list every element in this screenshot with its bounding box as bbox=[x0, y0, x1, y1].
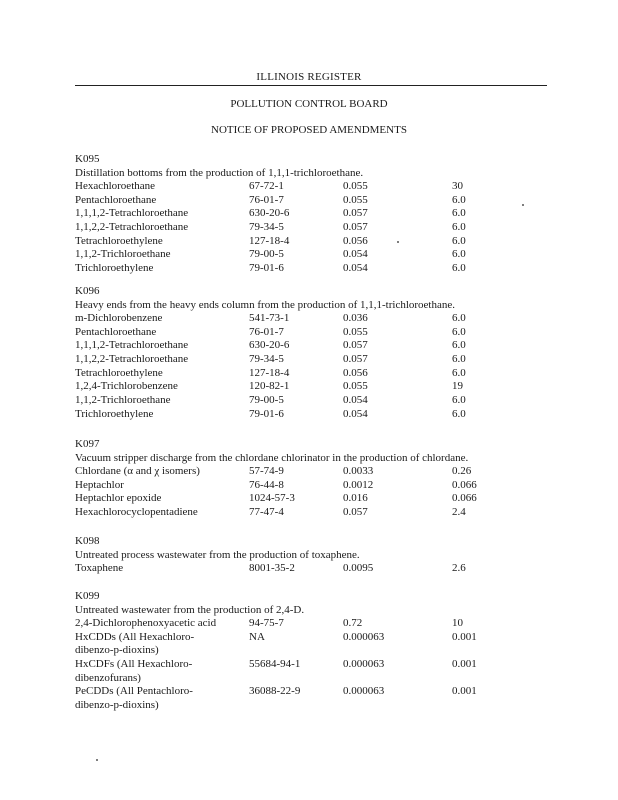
wastewater-value: 0.016 bbox=[343, 492, 368, 505]
nonwastewater-value: 6.0 bbox=[452, 262, 466, 275]
constituent-name: dibenzo-p-dioxins) bbox=[75, 644, 159, 657]
nonwastewater-value: 2.6 bbox=[452, 562, 466, 574]
wastewater-value: 0.000063 bbox=[343, 630, 385, 643]
nonwastewater-value: 6.0 bbox=[452, 234, 466, 247]
table-row bbox=[75, 194, 575, 208]
cas-number: 55684-94-1 bbox=[249, 658, 301, 671]
wastewater-value: 0.055 bbox=[343, 193, 368, 206]
cas-number: 57-74-9 bbox=[249, 465, 284, 477]
cas-number: 36088-22-9 bbox=[249, 685, 301, 698]
cas-number: 76-44-8 bbox=[249, 478, 284, 491]
wastewater-value: 0.057 bbox=[343, 221, 368, 234]
constituent-name: dibenzo-p-dioxins) bbox=[75, 699, 159, 712]
wastewater-value: 0.055 bbox=[343, 180, 368, 192]
nonwastewater-value: 6.0 bbox=[452, 407, 466, 420]
wastewater-value: 0.055 bbox=[343, 380, 368, 393]
scan-speck bbox=[397, 241, 399, 243]
waste-section-k095 bbox=[75, 152, 575, 276]
wastewater-value: 0.0033 bbox=[343, 465, 374, 477]
table-row bbox=[75, 248, 575, 262]
table-row bbox=[75, 394, 575, 408]
nonwastewater-value: 6.0 bbox=[452, 207, 466, 220]
constituent-name: 1,1,1,2-Tetrachloroethane bbox=[75, 207, 189, 220]
wastewater-value: 0.0012 bbox=[343, 478, 374, 491]
notice-title: NOTICE OF PROPOSED AMENDMENTS bbox=[211, 124, 407, 136]
cas-number: 79-34-5 bbox=[249, 353, 284, 366]
waste-code: K099 bbox=[75, 590, 100, 602]
constituent-name: Heptachlor epoxide bbox=[75, 492, 162, 505]
constituent-name: 2,4-Dichlorophenoxyacetic acid bbox=[75, 617, 217, 629]
table-row bbox=[75, 685, 575, 699]
constituent-name: 1,1,2-Trichloroethane bbox=[75, 394, 171, 407]
waste-description: Distillation bottoms from the production of 1,1,1-trichloroethane. bbox=[75, 167, 364, 179]
cas-number: 76-01-7 bbox=[249, 193, 284, 206]
wastewater-value: 0.057 bbox=[343, 506, 368, 519]
constituent-name: m-Dichlorobenzene bbox=[75, 312, 163, 324]
table-row bbox=[75, 562, 575, 576]
waste-code: K097 bbox=[75, 438, 100, 450]
constituent-name: Heptachlor bbox=[75, 478, 124, 491]
table-row bbox=[75, 408, 575, 422]
cas-number: NA bbox=[249, 630, 265, 643]
table-row bbox=[75, 631, 575, 645]
nonwastewater-value: 6.0 bbox=[452, 248, 466, 261]
nonwastewater-value: 6.0 bbox=[452, 312, 466, 324]
cas-number: 79-01-6 bbox=[249, 262, 284, 275]
table-row bbox=[75, 235, 575, 249]
table-row bbox=[75, 617, 575, 631]
cas-number: 127-18-4 bbox=[249, 234, 290, 247]
constituent-name: Hexachlorocyclopentadiene bbox=[75, 506, 198, 519]
wastewater-value: 0.057 bbox=[343, 207, 368, 220]
constituent-name: 1,2,4-Trichlorobenzene bbox=[75, 380, 178, 393]
waste-code: K098 bbox=[75, 535, 100, 547]
table-row bbox=[75, 380, 575, 394]
nonwastewater-value: 10 bbox=[452, 617, 463, 629]
waste-code: K095 bbox=[75, 153, 100, 165]
header-rule bbox=[75, 85, 547, 86]
table-row bbox=[75, 506, 575, 520]
cas-number: 79-34-5 bbox=[249, 221, 284, 234]
constituent-name: HxCDDs (All Hexachloro- bbox=[75, 630, 195, 643]
nonwastewater-value: 30 bbox=[452, 180, 463, 192]
cas-number: 127-18-4 bbox=[249, 366, 290, 379]
table-row bbox=[75, 326, 575, 340]
cas-number: 67-72-1 bbox=[249, 180, 284, 192]
constituent-name: Tetrachloroethylene bbox=[75, 366, 163, 379]
cas-number: 541-73-1 bbox=[249, 312, 290, 324]
waste-section-k099 bbox=[75, 589, 575, 713]
constituent-name: 1,1,2,2-Tetrachloroethane bbox=[75, 221, 189, 234]
table-row bbox=[75, 312, 575, 326]
waste-description: Untreated wastewater from the production of 2,4-D. bbox=[75, 604, 305, 616]
nonwastewater-value: 6.0 bbox=[452, 353, 466, 366]
cas-number: 1024-57-3 bbox=[249, 492, 295, 505]
register-title: ILLINOIS REGISTER bbox=[256, 71, 362, 83]
cas-number: 8001-35-2 bbox=[249, 562, 295, 574]
wastewater-value: 0.036 bbox=[343, 312, 368, 324]
constituent-name: Pentachloroethane bbox=[75, 193, 157, 206]
nonwastewater-value: 0.066 bbox=[452, 492, 477, 505]
table-row bbox=[75, 672, 575, 686]
nonwastewater-value: 0.001 bbox=[452, 685, 477, 698]
table-row bbox=[75, 367, 575, 381]
wastewater-value: 0.054 bbox=[343, 407, 368, 420]
waste-description: Heavy ends from the heavy ends column from the production of 1,1,1-trichloroethane. bbox=[75, 299, 455, 311]
nonwastewater-value: 6.0 bbox=[452, 193, 466, 206]
constituent-name: Trichloroethylene bbox=[75, 262, 154, 275]
constituent-name: Hexachloroethane bbox=[75, 180, 156, 192]
nonwastewater-value: 6.0 bbox=[452, 394, 466, 407]
waste-section-k098 bbox=[75, 534, 575, 576]
waste-section-k096 bbox=[75, 284, 575, 422]
nonwastewater-value: 6.0 bbox=[452, 221, 466, 234]
table-row bbox=[75, 465, 575, 479]
wastewater-value: 0.056 bbox=[343, 234, 368, 247]
nonwastewater-value: 6.0 bbox=[452, 325, 466, 338]
table-row bbox=[75, 207, 575, 221]
nonwastewater-value: 6.0 bbox=[452, 339, 466, 352]
cas-number: 76-01-7 bbox=[249, 325, 284, 338]
cas-number: 94-75-7 bbox=[249, 617, 284, 629]
table-row bbox=[75, 658, 575, 672]
wastewater-value: 0.054 bbox=[343, 248, 368, 261]
table-row bbox=[75, 492, 575, 506]
constituent-name: PeCDDs (All Pentachloro- bbox=[75, 685, 193, 698]
table-row bbox=[75, 353, 575, 367]
constituent-name: Pentachloroethane bbox=[75, 325, 157, 338]
table-row bbox=[75, 479, 575, 493]
cas-number: 120-82-1 bbox=[249, 380, 290, 393]
wastewater-value: 0.000063 bbox=[343, 658, 385, 671]
wastewater-value: 0.72 bbox=[343, 617, 363, 629]
constituent-name: 1,1,2,2-Tetrachloroethane bbox=[75, 353, 189, 366]
table-row bbox=[75, 644, 575, 658]
nonwastewater-value: 0.001 bbox=[452, 658, 477, 671]
constituent-name: 1,1,1,2-Tetrachloroethane bbox=[75, 339, 189, 352]
wastewater-value: 0.0095 bbox=[343, 562, 374, 574]
constituent-name: HxCDFs (All Hexachloro- bbox=[75, 658, 193, 671]
nonwastewater-value: 0.26 bbox=[452, 465, 472, 477]
board-title: POLLUTION CONTROL BOARD bbox=[230, 98, 388, 110]
scan-speck bbox=[96, 759, 98, 761]
wastewater-value: 0.056 bbox=[343, 366, 368, 379]
table-row bbox=[75, 221, 575, 235]
table-row bbox=[75, 339, 575, 353]
nonwastewater-value: 0.001 bbox=[452, 630, 477, 643]
wastewater-value: 0.000063 bbox=[343, 685, 385, 698]
constituent-name: Tetrachloroethylene bbox=[75, 234, 163, 247]
nonwastewater-value: 0.066 bbox=[452, 478, 477, 491]
cas-number: 630-20-6 bbox=[249, 339, 290, 352]
constituent-name: dibenzofurans) bbox=[75, 671, 141, 684]
constituent-name: Chlordane (α and χ isomers) bbox=[75, 465, 200, 477]
scan-speck bbox=[522, 204, 524, 206]
wastewater-value: 0.054 bbox=[343, 394, 368, 407]
wastewater-value: 0.054 bbox=[343, 262, 368, 275]
table-row bbox=[75, 262, 575, 276]
waste-section-k097 bbox=[75, 437, 575, 520]
cas-number: 630-20-6 bbox=[249, 207, 290, 220]
nonwastewater-value: 2.4 bbox=[452, 506, 466, 519]
waste-code: K096 bbox=[75, 285, 100, 297]
table-row bbox=[75, 699, 575, 713]
nonwastewater-value: 19 bbox=[452, 380, 463, 393]
wastewater-value: 0.057 bbox=[343, 353, 368, 366]
cas-number: 79-00-5 bbox=[249, 394, 284, 407]
constituent-name: Trichloroethylene bbox=[75, 407, 154, 420]
constituent-name: 1,1,2-Trichloroethane bbox=[75, 248, 171, 261]
cas-number: 79-00-5 bbox=[249, 248, 284, 261]
wastewater-value: 0.057 bbox=[343, 339, 368, 352]
cas-number: 77-47-4 bbox=[249, 506, 284, 519]
waste-description: Untreated process wastewater from the production of toxaphene. bbox=[75, 549, 360, 561]
cas-number: 79-01-6 bbox=[249, 407, 284, 420]
constituent-name: Toxaphene bbox=[75, 562, 124, 574]
wastewater-value: 0.055 bbox=[343, 325, 368, 338]
nonwastewater-value: 6.0 bbox=[452, 366, 466, 379]
table-row bbox=[75, 180, 575, 194]
waste-description: Vacuum stripper discharge from the chlordane chlorinator in the production of chlordane. bbox=[75, 452, 469, 464]
